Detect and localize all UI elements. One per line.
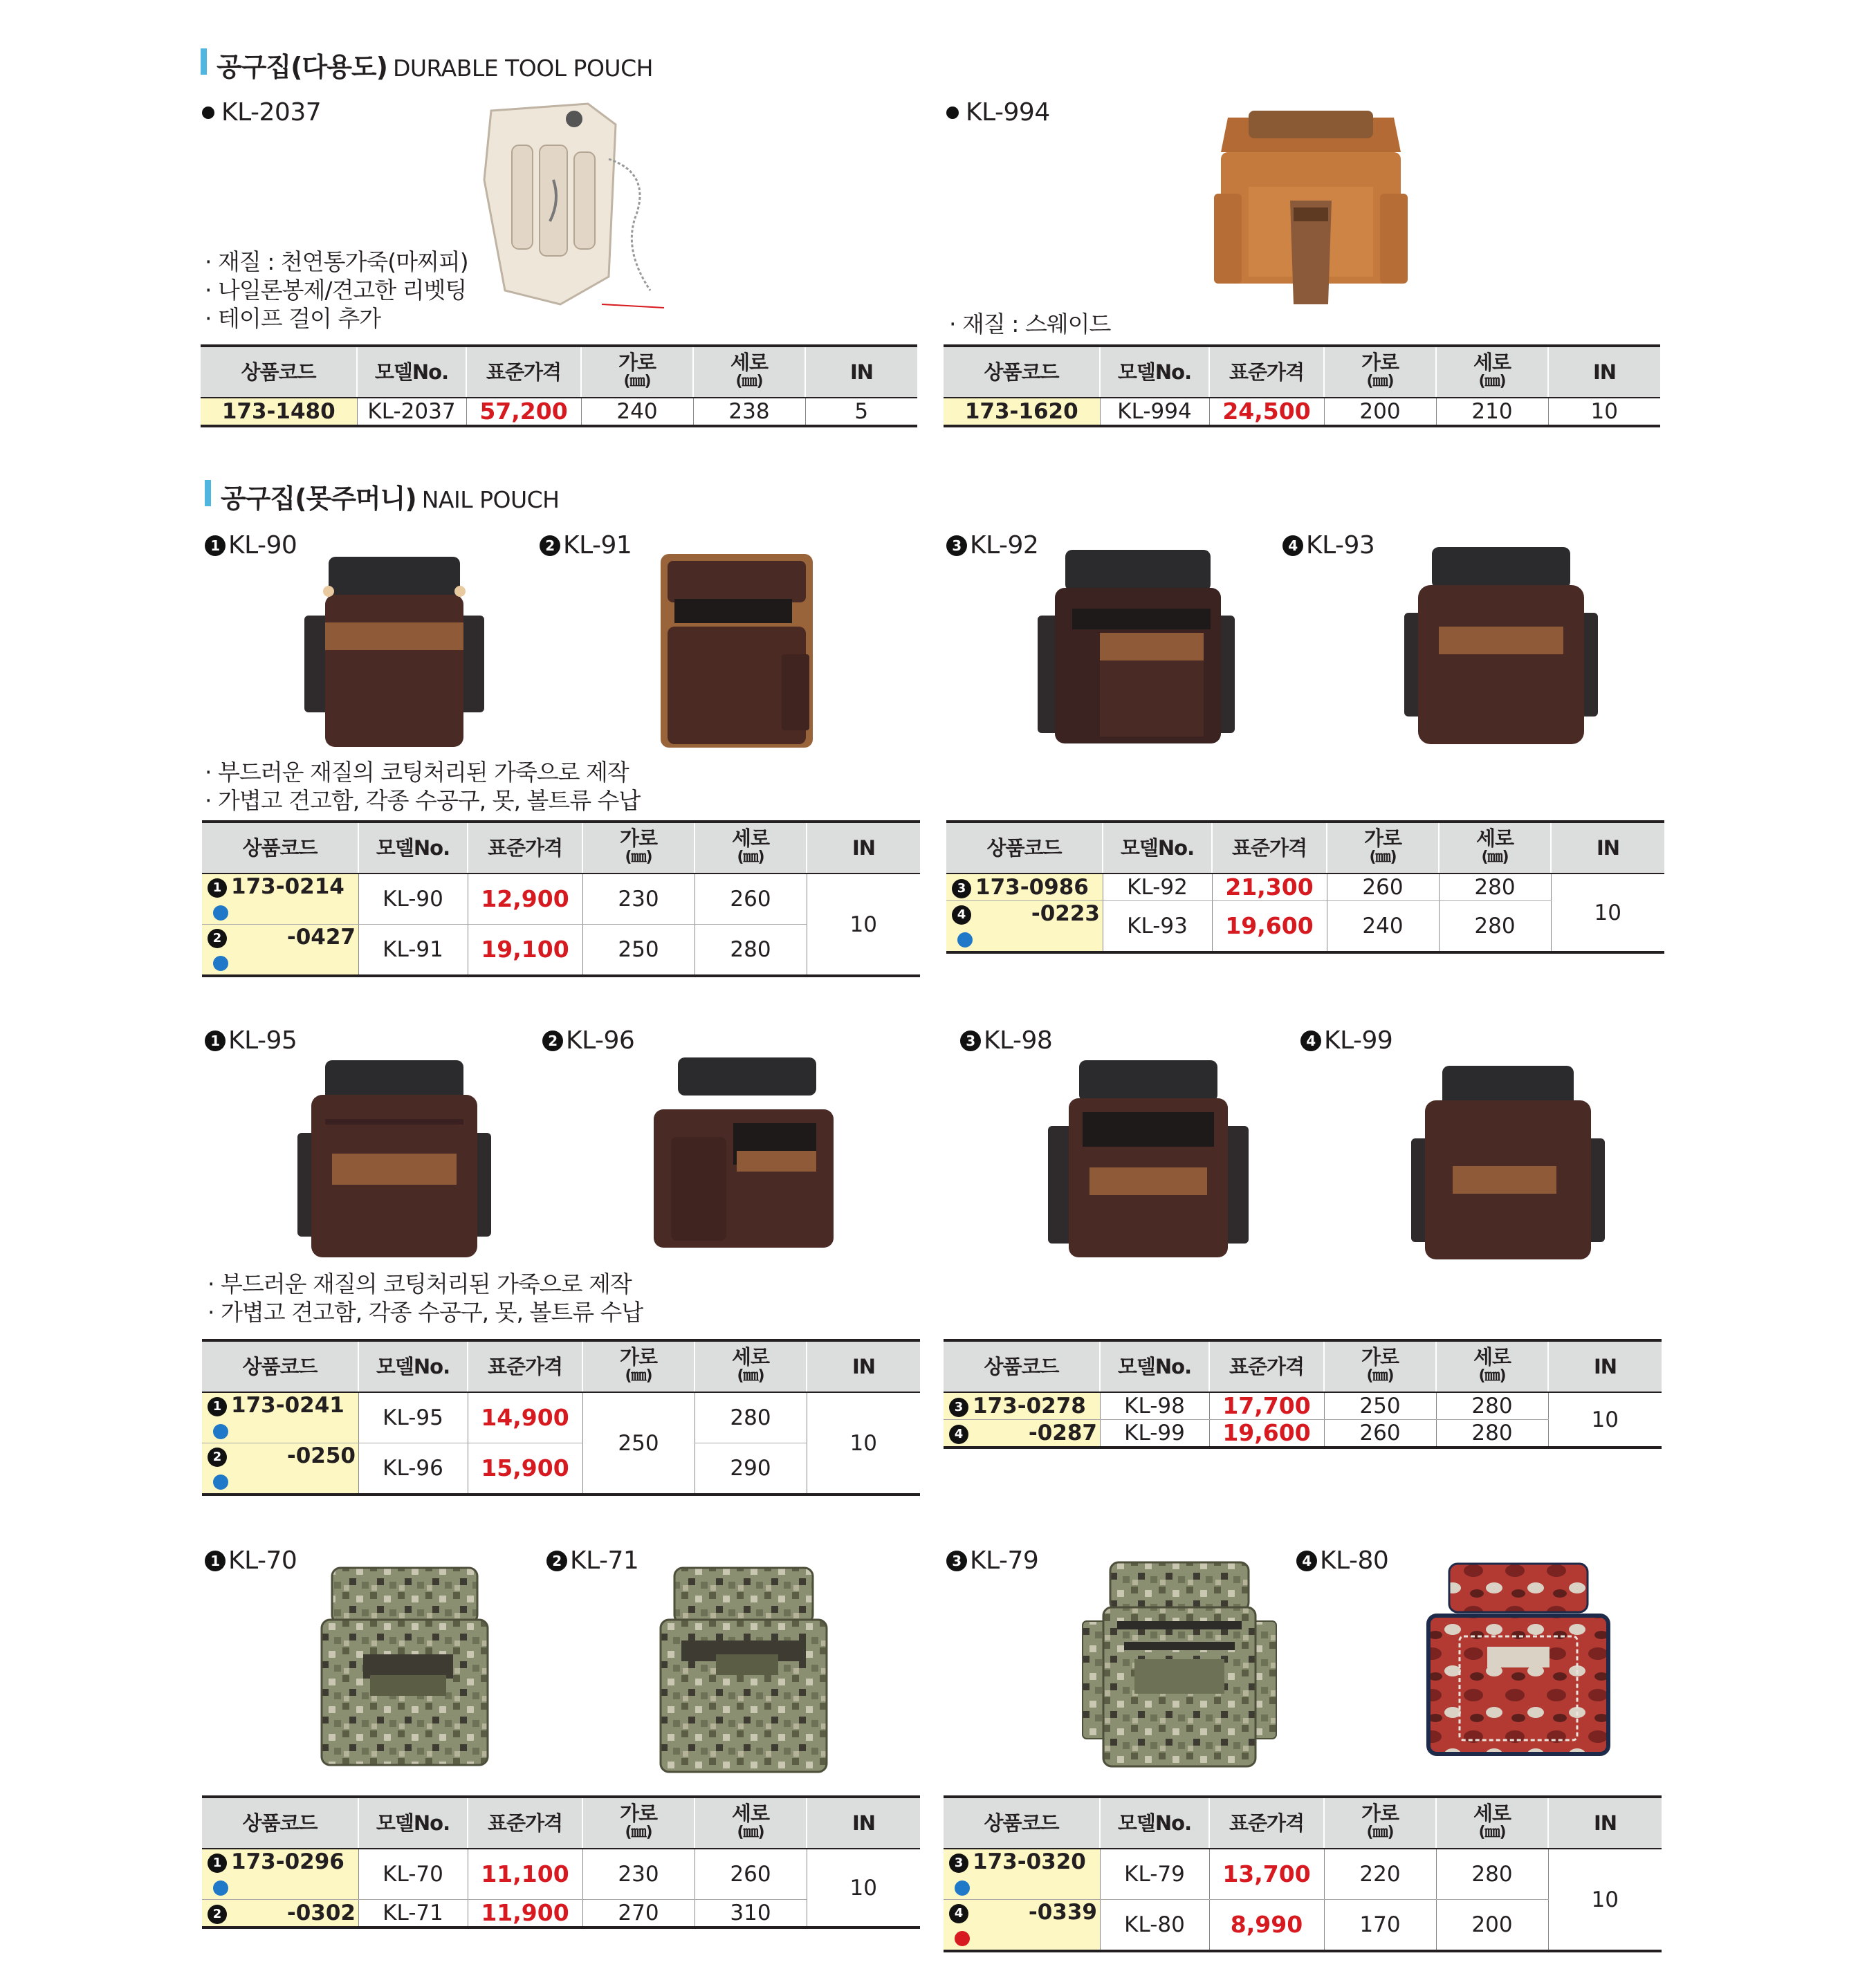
header-height: 세로 (㎜) (1436, 1340, 1548, 1392)
header-width: 가로 (㎜) (1324, 1340, 1436, 1392)
header-price: 표준가격 (1209, 346, 1324, 398)
number-4-icon: 4 (1296, 1551, 1317, 1571)
header-height: 세로 (㎜) (1436, 346, 1548, 398)
number-1-icon: 1 (205, 535, 226, 556)
header-code: 상품코드 (944, 1797, 1100, 1849)
header-in: IN (1548, 1797, 1662, 1849)
header-price: 표준가격 (468, 1797, 582, 1849)
product-image-kl92 (1031, 546, 1238, 754)
number-4-icon: 4 (1300, 1030, 1321, 1051)
number-4-icon: 4 (949, 1425, 968, 1444)
section-accent-bar (205, 480, 211, 506)
header-price: 표준가격 (1209, 1797, 1324, 1849)
product-image-kl70 (315, 1564, 495, 1772)
price: 17,700 (1209, 1392, 1324, 1420)
height: 280 (1436, 1420, 1548, 1448)
height: 310 (695, 1900, 807, 1928)
price: 12,900 (468, 874, 582, 925)
model-label-kl98: 3 KL-98 (960, 1026, 1052, 1055)
number-4-icon: 4 (949, 1904, 968, 1923)
blue-dot-icon (213, 956, 228, 971)
width: 170 (1324, 1900, 1436, 1952)
number-2-icon: 2 (540, 535, 560, 556)
bullet-dot-icon (946, 107, 959, 119)
header-height: 세로 (㎜) (695, 1340, 807, 1392)
height: 200 (1436, 1900, 1548, 1952)
section-title-ko: 공구집(다용도) (217, 52, 387, 82)
section-accent-bar (201, 48, 207, 75)
product-image-kl96 (643, 1054, 851, 1261)
price: 14,900 (468, 1392, 582, 1443)
model-label-kl96: 2 KL-96 (542, 1026, 634, 1055)
spec-table-group3-left (202, 1795, 920, 1929)
header-width: 가로 (㎜) (1324, 1797, 1436, 1849)
product-code: 4 -0223 (946, 901, 1103, 953)
spec-table-group2-right (944, 1339, 1662, 1449)
spec-table-group1-left (202, 820, 920, 977)
model-no: KL-80 (1100, 1900, 1209, 1952)
price: 19,600 (1212, 901, 1327, 953)
header-height: 세로 (㎜) (1436, 1797, 1548, 1849)
header-height: 세로 (㎜) (693, 346, 805, 398)
header-height: 세로 (㎜) (695, 1797, 807, 1849)
price: 15,900 (468, 1443, 582, 1495)
desc-group2: · 부드러운 재질의 코팅처리된 가죽으로 제작 · 가볍고 견고함, 각종 수공구, 못, 볼트류 수납 (208, 1270, 643, 1326)
table-row (944, 1849, 1662, 1900)
table-row (202, 1849, 920, 1900)
header-model: 모델No. (357, 346, 466, 398)
product-code: 1 173-0241 (202, 1392, 358, 1443)
model-label-kl80: 4 KL-80 (1296, 1546, 1388, 1575)
price: 24,500 (1209, 398, 1324, 426)
product-code: 4 -0339 (944, 1900, 1100, 1952)
header-in: IN (1548, 1340, 1662, 1392)
product-code: 2 -0250 (202, 1443, 358, 1495)
header-price: 표준가격 (1209, 1340, 1324, 1392)
red-dot-icon (955, 1931, 970, 1946)
model-no: KL-71 (358, 1900, 468, 1928)
price: 13,700 (1209, 1849, 1324, 1900)
width: 250 (1324, 1392, 1436, 1420)
table-row (201, 398, 917, 426)
header-code: 상품코드 (202, 822, 358, 874)
in-qty: 10 (1551, 874, 1664, 952)
model-no: KL-95 (358, 1392, 468, 1443)
model-label-kl994: KL-994 (946, 98, 1050, 127)
header-model: 모델No. (1100, 1340, 1209, 1392)
section-title-durable (201, 46, 653, 82)
width: 250 (582, 925, 695, 977)
model-label-kl70: 1 KL-70 (205, 1546, 297, 1575)
section-title-ko: 공구집(못주머니) (221, 483, 416, 514)
model-no: KL-96 (358, 1443, 468, 1495)
width: 240 (1327, 901, 1439, 953)
header-in: IN (807, 822, 920, 874)
product-code: 3 173-0986 (946, 874, 1103, 901)
product-code: 173-1620 (944, 398, 1100, 426)
model-no: KL-99 (1100, 1420, 1209, 1448)
width: 220 (1324, 1849, 1436, 1900)
product-image-kl95 (291, 1057, 498, 1264)
product-code: 4 -0287 (944, 1420, 1100, 1448)
spec-table-kl2037 (201, 344, 917, 427)
blue-dot-icon (213, 1475, 228, 1490)
header-code: 상품코드 (944, 1340, 1100, 1392)
product-code: 1 173-0296 (202, 1849, 358, 1900)
height: 238 (693, 398, 805, 426)
width: 230 (582, 874, 695, 925)
spec-table-kl994 (944, 344, 1660, 427)
blue-dot-icon (955, 1880, 970, 1896)
model-label-kl90: 1 KL-90 (205, 531, 297, 560)
model-no: KL-994 (1100, 398, 1209, 426)
product-image-kl80 (1422, 1560, 1615, 1761)
width: 200 (1324, 398, 1436, 426)
height: 280 (1439, 874, 1551, 901)
product-image-kl79 (1076, 1559, 1283, 1773)
width: 260 (1327, 874, 1439, 901)
product-image-kl91 (654, 551, 820, 751)
header-code: 상품코드 (202, 1340, 358, 1392)
number-3-icon: 3 (946, 535, 967, 556)
model-no: KL-92 (1103, 874, 1212, 901)
model-label-kl99: 4 KL-99 (1300, 1026, 1392, 1055)
product-image-kl90 (297, 553, 491, 750)
price: 19,600 (1209, 1420, 1324, 1448)
product-image-kl994 (1207, 104, 1415, 304)
product-code: 2 -0302 (202, 1900, 358, 1928)
table-row (944, 398, 1660, 426)
header-model: 모델No. (1100, 1797, 1209, 1849)
spec-table-group1-right (946, 820, 1664, 954)
price: 11,100 (468, 1849, 582, 1900)
model-no: KL-93 (1103, 901, 1212, 953)
model-label-kl92: 3 KL-92 (946, 531, 1038, 560)
spec-table-group2-left (202, 1339, 920, 1496)
header-width: 가로 (㎜) (582, 1797, 695, 1849)
header-code: 상품코드 (946, 822, 1103, 874)
number-2-icon: 2 (208, 1905, 227, 1924)
height: 210 (1436, 398, 1548, 426)
table-row (202, 1392, 920, 1443)
width: 230 (582, 1849, 695, 1900)
model-no: KL-70 (358, 1849, 468, 1900)
width: 270 (582, 1900, 695, 1928)
in-qty: 10 (807, 1392, 920, 1495)
model-no: KL-2037 (357, 398, 466, 426)
header-height: 세로 (㎜) (695, 822, 807, 874)
header-in: IN (807, 1797, 920, 1849)
section-title-en: DURABLE TOOL POUCH (392, 55, 653, 82)
model-label-kl71: 2 KL-71 (546, 1546, 638, 1575)
table-row (944, 1392, 1662, 1420)
number-1-icon: 1 (205, 1030, 226, 1051)
model-no: KL-79 (1100, 1849, 1209, 1900)
header-model: 모델No. (358, 1797, 468, 1849)
product-code: 2 -0427 (202, 925, 358, 977)
header-width: 가로 (㎜) (1324, 346, 1436, 398)
header-price: 표준가격 (1212, 822, 1327, 874)
height: 280 (1439, 901, 1551, 953)
desc-kl994: · 재질 : 스웨이드 (949, 311, 1111, 338)
header-width: 가로 (㎜) (581, 346, 693, 398)
header-model: 모델No. (1103, 822, 1212, 874)
header-width: 가로 (㎜) (1327, 822, 1439, 874)
model-no: KL-90 (358, 874, 468, 925)
in-qty: 10 (1548, 398, 1660, 426)
header-model: 모델No. (358, 1340, 468, 1392)
desc-group1: · 부드러운 재질의 코팅처리된 가죽으로 제작 · 가볍고 견고함, 각종 수공구, 못, 볼트류 수납 (205, 759, 641, 814)
model-label-kl91: 2 KL-91 (540, 531, 632, 560)
blue-dot-icon (213, 1880, 228, 1896)
price: 19,100 (468, 925, 582, 977)
number-1-icon: 1 (205, 1551, 226, 1571)
header-width: 가로 (㎜) (582, 822, 695, 874)
in-qty: 10 (807, 1849, 920, 1928)
height: 260 (695, 874, 807, 925)
number-3-icon: 3 (946, 1551, 967, 1571)
product-code: 1 173-0214 (202, 874, 358, 925)
height: 280 (1436, 1849, 1548, 1900)
header-model: 모델No. (358, 822, 468, 874)
number-3-icon: 3 (949, 1854, 968, 1873)
desc-kl2037: · 재질 : 천연통가죽(마찌피) · 나일론봉제/견고한 리벳팅 · 테이프 걸이 추가 (205, 248, 468, 332)
number-3-icon: 3 (960, 1030, 981, 1051)
number-4-icon: 4 (952, 905, 971, 925)
product-code: 173-1480 (201, 398, 357, 426)
section-title-en: NAIL POUCH (421, 486, 560, 513)
number-1-icon: 1 (208, 1397, 227, 1416)
height: 260 (695, 1849, 807, 1900)
model-label-kl79: 3 KL-79 (946, 1546, 1038, 1575)
model-no: KL-98 (1100, 1392, 1209, 1420)
product-image-kl71 (654, 1564, 834, 1779)
header-code: 상품코드 (201, 346, 357, 398)
header-model: 모델No. (1100, 346, 1209, 398)
header-in: IN (805, 346, 917, 398)
blue-dot-icon (213, 905, 228, 921)
in-qty: 5 (805, 398, 917, 426)
number-3-icon: 3 (949, 1398, 968, 1417)
table-row (202, 874, 920, 925)
header-price: 표준가격 (466, 346, 581, 398)
price: 21,300 (1212, 874, 1327, 901)
model-no: KL-91 (358, 925, 468, 977)
product-code: 3 173-0320 (944, 1849, 1100, 1900)
number-4-icon: 4 (1282, 535, 1303, 556)
product-image-kl2037 (477, 97, 678, 318)
in-qty: 10 (807, 874, 920, 976)
in-qty: 10 (1548, 1392, 1662, 1448)
height: 280 (1436, 1392, 1548, 1420)
blue-dot-icon (213, 1424, 228, 1439)
number-1-icon: 1 (208, 1854, 227, 1873)
product-image-kl93 (1397, 544, 1605, 751)
height: 280 (695, 1392, 807, 1443)
header-code: 상품코드 (944, 346, 1100, 398)
header-height: 세로 (㎜) (1439, 822, 1551, 874)
height: 280 (695, 925, 807, 977)
number-2-icon: 2 (542, 1030, 563, 1051)
spec-table-group3-right (944, 1795, 1662, 1952)
model-label-kl93: 4 KL-93 (1282, 531, 1374, 560)
number-2-icon: 2 (546, 1551, 567, 1571)
width: 240 (581, 398, 693, 426)
number-1-icon: 1 (208, 878, 227, 898)
header-price: 표준가격 (468, 822, 582, 874)
number-2-icon: 2 (208, 929, 227, 948)
product-image-kl99 (1404, 1062, 1612, 1263)
product-image-kl98 (1041, 1057, 1256, 1264)
blue-dot-icon (957, 932, 973, 948)
header-width: 가로 (㎜) (582, 1340, 695, 1392)
header-in: IN (807, 1340, 920, 1392)
model-label-kl2037: KL-2037 (202, 98, 321, 127)
number-3-icon: 3 (952, 879, 971, 898)
height: 290 (695, 1443, 807, 1495)
header-in: IN (1548, 346, 1660, 398)
price: 8,990 (1209, 1900, 1324, 1952)
header-in: IN (1551, 822, 1664, 874)
in-qty: 10 (1548, 1849, 1662, 1951)
width: 250 (582, 1392, 695, 1495)
price: 11,900 (468, 1900, 582, 1928)
price: 57,200 (466, 398, 581, 426)
header-price: 표준가격 (468, 1340, 582, 1392)
number-2-icon: 2 (208, 1448, 227, 1467)
bullet-dot-icon (202, 107, 214, 119)
product-code: 3 173-0278 (944, 1392, 1100, 1420)
table-row (946, 874, 1664, 901)
section-title-nail (205, 477, 560, 514)
model-label-kl95: 1 KL-95 (205, 1026, 297, 1055)
header-code: 상품코드 (202, 1797, 358, 1849)
width: 260 (1324, 1420, 1436, 1448)
